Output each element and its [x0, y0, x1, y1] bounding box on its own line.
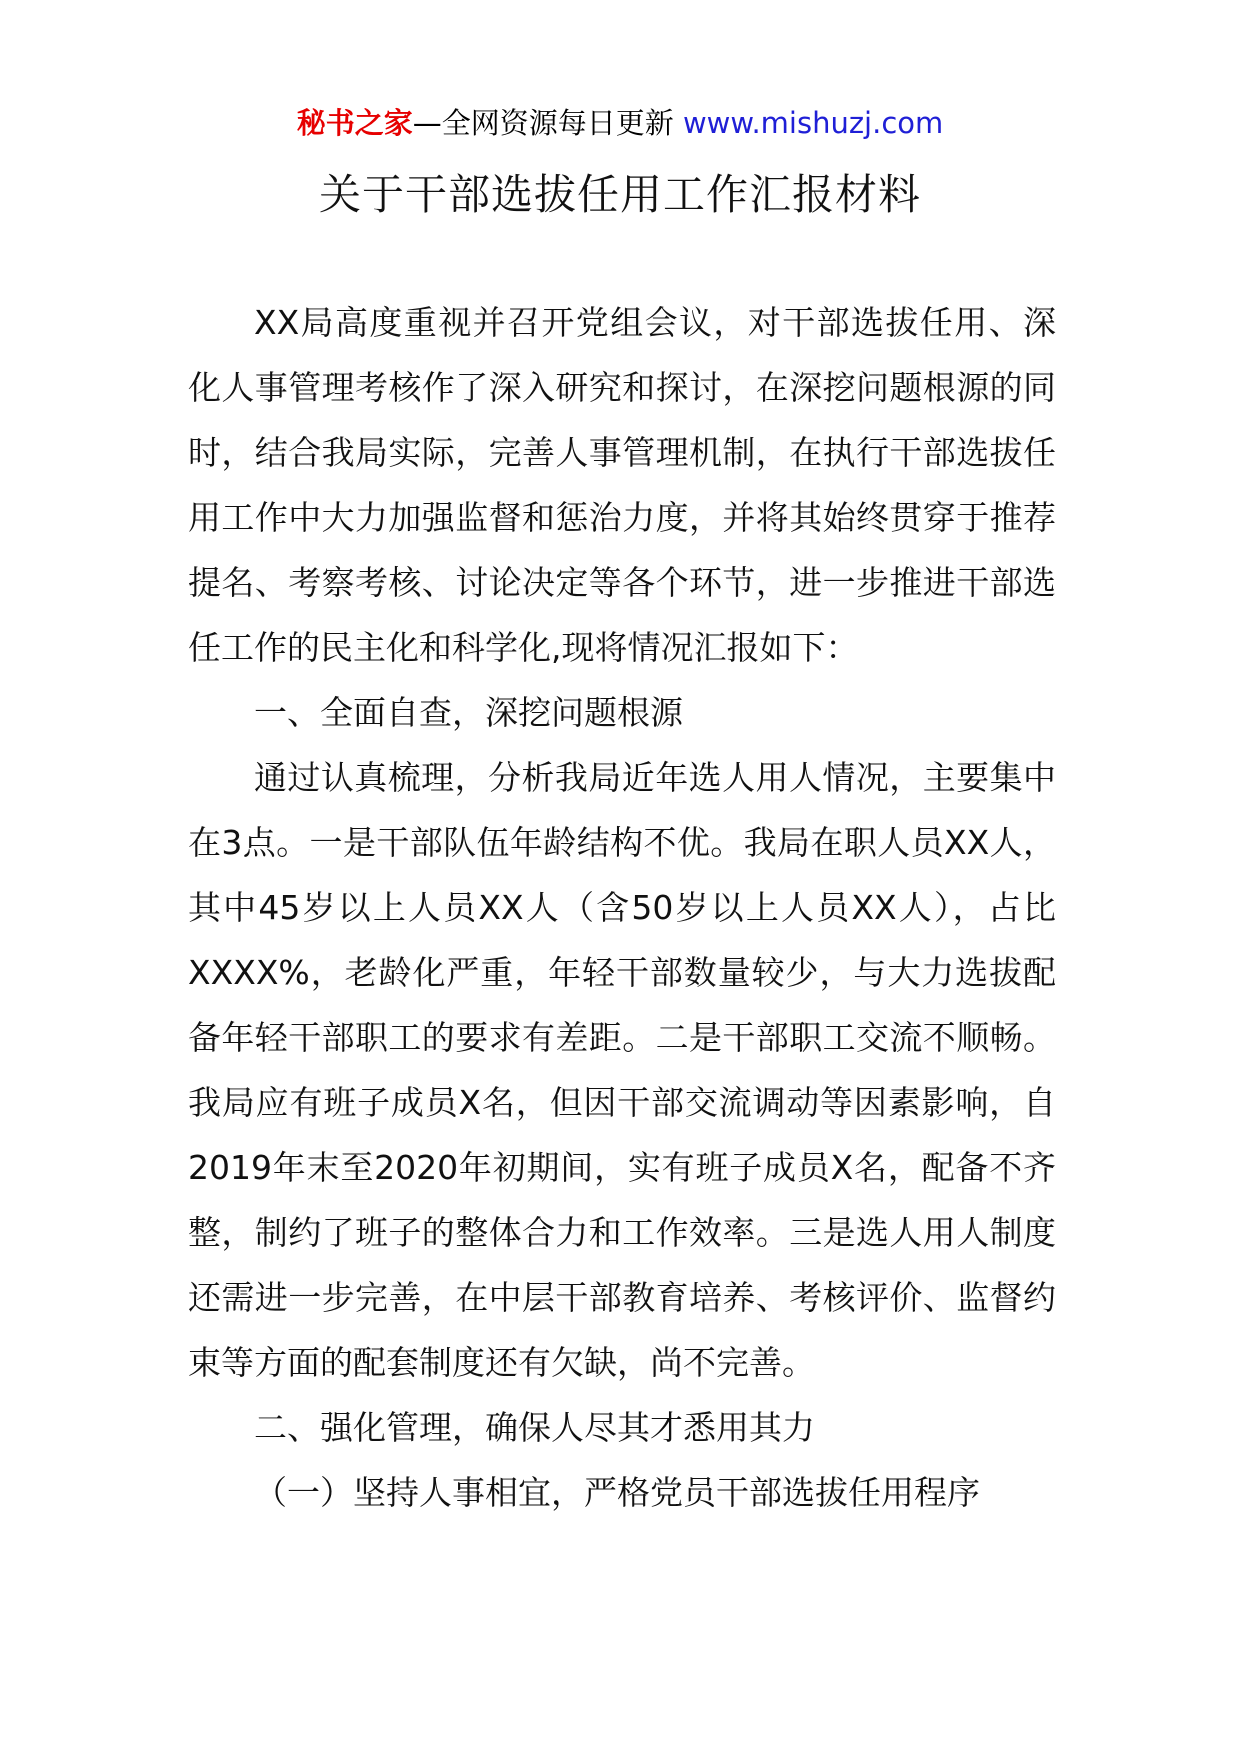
findings-paragraph: 通过认真梳理，分析我局近年选人用人情况，主要集中在3点。一是干部队伍年龄结构不优。我局在职人员XX人，其中45岁以上人员XX人（含50岁以上人员XX人），占比XXXX%，老龄化严重，年轻干部数量较少，与大力选拔配备年轻干部职工的要求有差距。二是干部职工交流不顺畅。我局应有班子成员X名，但因干部交流调动等因素影响，自2019年末至2020年初期间，实有班子成员X名，配备不齐整，制约了班子的整体合力和工作效率。三是选人用人制度还需进一步完善，在中层干部教育培养、考核评价、监督约束等方面的配套制度还有欠缺，尚不完善。	[188, 758, 1056, 1382]
header-slogan: —全网资源每日更新	[412, 106, 683, 140]
section-heading-1: 一、全面自查，深挖问题根源	[254, 693, 683, 732]
site-url-link[interactable]: www.mishuzj.com	[682, 106, 944, 140]
section-heading-2: 二、强化管理，确保人尽其才悉用其力	[254, 1408, 815, 1447]
brand-name: 秘书之家	[296, 106, 413, 140]
document-title: 关于干部选拔任用工作汇报材料	[318, 170, 921, 219]
intro-paragraph: XX局高度重视并召开党组会议，对干部选拔任用、深化人事管理考核作了深入研究和探讨，在深挖问题根源的同时，结合我局实际，完善人事管理机制，在执行干部选拔任用工作中大力加强监督和惩治力度，并将其始终贯穿于推荐提名、考察考核、讨论决定等各个环节，进一步推进干部选任工作的民主化和科学化,现将情况汇报如下：	[188, 303, 1056, 667]
document-body	[188, 290, 1056, 1525]
subsection-heading-1: （一）坚持人事相宜，严格党员干部选拔任用程序	[254, 1473, 980, 1512]
site-header	[0, 103, 1240, 143]
